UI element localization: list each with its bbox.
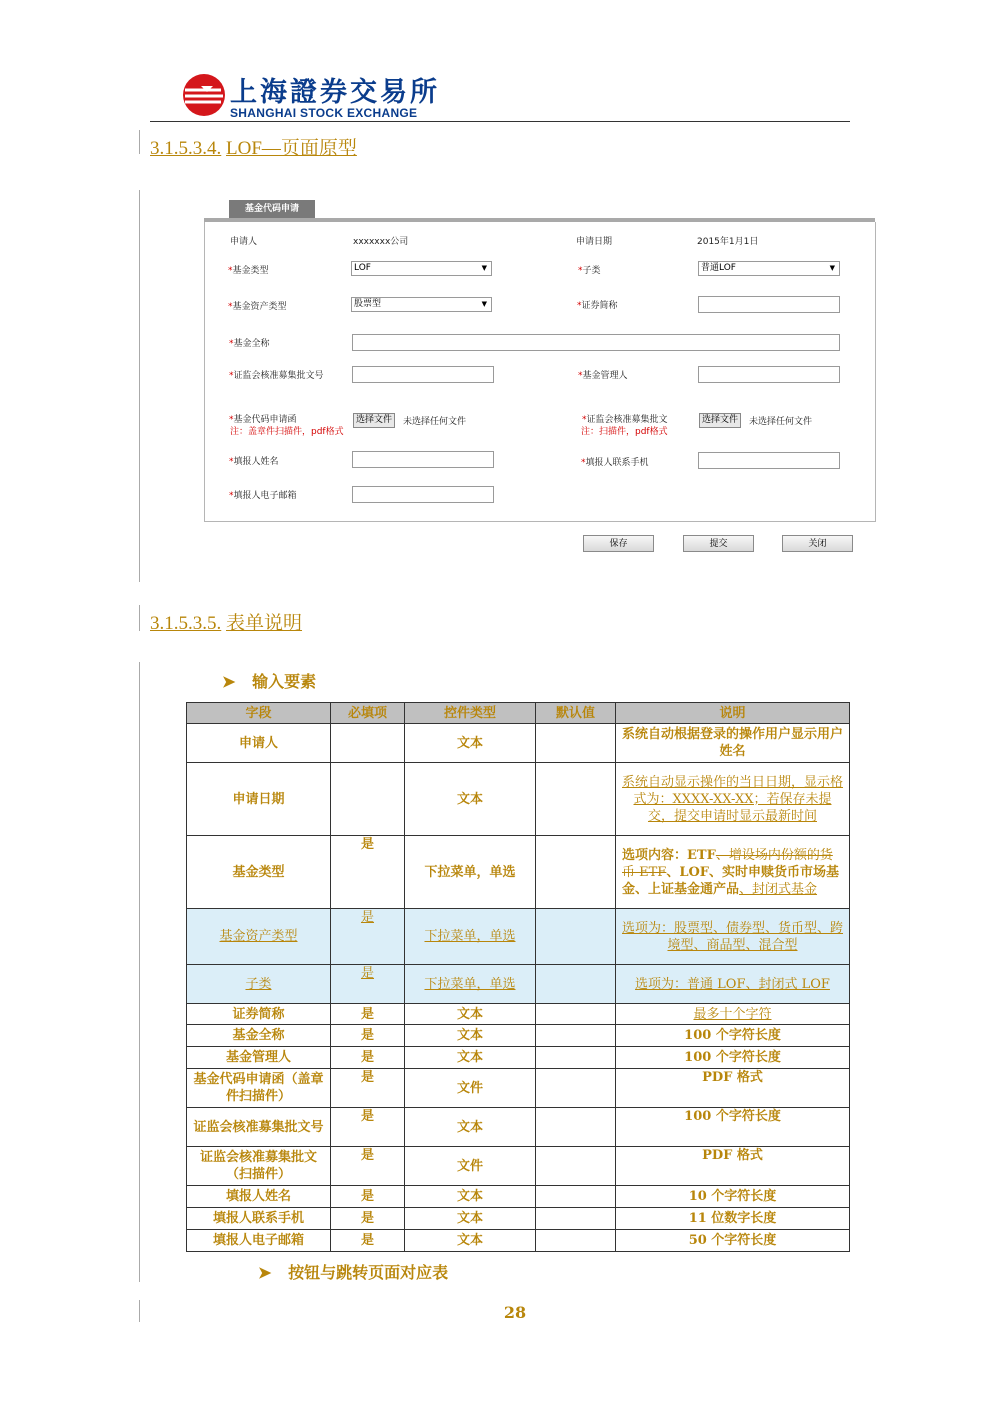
cell-field: 子类 <box>187 965 331 1004</box>
change-bar <box>139 190 140 582</box>
filler-phone-label: *填报人联系手机 <box>581 458 649 468</box>
cell-field: 基金类型 <box>187 836 331 909</box>
applicant-label: 申请人 <box>230 237 258 247</box>
input-elements-heading: ➤ 输入要素 <box>222 672 317 691</box>
short-name-label: *证券简称 <box>577 301 618 311</box>
csrc-doc-input[interactable] <box>352 366 494 383</box>
section-heading-prototype: 3.1.5.3.4. LOF—页面原型 <box>150 138 357 159</box>
cell-required: 是 <box>331 1230 405 1252</box>
cell-default <box>536 1147 616 1186</box>
section-heading-form-description: 3.1.5.3.5. 表单说明 <box>150 613 303 634</box>
cell-field: 基金全称 <box>187 1025 331 1047</box>
manager-input[interactable] <box>698 366 840 383</box>
cell-required: 是 <box>331 1108 405 1147</box>
cell-desc: 最多十个字符 <box>616 1004 850 1025</box>
cell-control: 文件 <box>405 1147 536 1186</box>
cell-required: 是 <box>331 1069 405 1108</box>
table-row <box>187 1069 850 1108</box>
cell-default <box>536 1230 616 1252</box>
cell-required: 是 <box>331 909 405 965</box>
arrow-bullet-icon: ➤ <box>222 672 236 691</box>
fund-type-select[interactable]: LOF ▼ <box>351 261 492 276</box>
header-divider <box>150 121 850 122</box>
cell-required: 是 <box>331 1147 405 1186</box>
close-button[interactable]: 关闭 <box>782 535 853 552</box>
cell-required: 是 <box>331 1208 405 1230</box>
code-letter-label: *基金代码申请函 <box>229 415 297 425</box>
cell-field: 填报人电子邮箱 <box>187 1230 331 1252</box>
page-number: 28 <box>503 1303 527 1322</box>
cell-default <box>536 724 616 763</box>
cell-control: 文本 <box>405 1186 536 1208</box>
table-row <box>187 1108 850 1147</box>
table-row <box>187 1047 850 1069</box>
cell-desc: 100 个字符长度 <box>616 1025 850 1047</box>
sse-logo-icon <box>181 72 229 118</box>
change-bar <box>139 605 140 631</box>
asset-type-label: *基金资产类型 <box>228 302 287 312</box>
tab-fund-code-application[interactable]: 基金代码申请 <box>229 200 315 218</box>
cell-default <box>536 909 616 965</box>
cell-field: 填报人联系手机 <box>187 1208 331 1230</box>
cell-desc: 100 个字符长度 <box>616 1108 850 1147</box>
column-header: 说明 <box>616 703 850 724</box>
cell-desc: 11 位数字长度 <box>616 1208 850 1230</box>
cell-field: 基金代码申请函（盖章件扫描件） <box>187 1069 331 1108</box>
cell-default <box>536 1047 616 1069</box>
cell-field: 申请人 <box>187 724 331 763</box>
table-row <box>187 1186 850 1208</box>
cell-desc: 选项为：股票型、债券型、货币型、跨境型、商品型、混合型 <box>616 909 850 965</box>
table-row <box>187 965 850 1004</box>
manager-label: *基金管理人 <box>578 371 628 381</box>
table-row <box>187 1147 850 1186</box>
logo-chinese-name: 上海證券交易所 <box>230 77 440 108</box>
code-letter-file-status: 未选择任何文件 <box>403 417 467 427</box>
csrc-doc-label: *证监会核准募集批文号 <box>229 371 324 381</box>
table-row <box>187 1004 850 1025</box>
table-row <box>187 1230 850 1252</box>
cell-field: 证监会核准募集批文号 <box>187 1108 331 1147</box>
logo-english-name: SHANGHAI STOCK EXCHANGE <box>230 106 418 120</box>
short-name-input[interactable] <box>698 296 840 313</box>
arrow-bullet-icon: ➤ <box>258 1263 272 1282</box>
chevron-down-icon: ▼ <box>481 264 487 272</box>
filler-email-label: *填报人电子邮箱 <box>229 491 297 501</box>
change-bar <box>139 662 140 1282</box>
cell-default <box>536 1208 616 1230</box>
cell-control: 文本 <box>405 1230 536 1252</box>
apply-date-label: 申请日期 <box>576 237 613 247</box>
cell-control: 文本 <box>405 724 536 763</box>
cell-required: 是 <box>331 1004 405 1025</box>
cell-control: 文本 <box>405 1108 536 1147</box>
cell-default <box>536 1025 616 1047</box>
subclass-select[interactable]: 普通LOF ▼ <box>698 261 840 276</box>
column-header: 控件类型 <box>405 703 536 724</box>
cell-default <box>536 836 616 909</box>
cell-desc: PDF 格式 <box>616 1069 850 1108</box>
cell-field: 基金资产类型 <box>187 909 331 965</box>
chevron-down-icon: ▼ <box>481 300 487 308</box>
cell-desc: 10 个字符长度 <box>616 1186 850 1208</box>
cell-required: 是 <box>331 1186 405 1208</box>
cell-required: 是 <box>331 1025 405 1047</box>
cell-required <box>331 763 405 836</box>
cell-desc: 系统自动根据登录的操作用户显示用户姓名 <box>616 724 850 763</box>
subclass-label: *子类 <box>578 266 601 276</box>
cell-control: 文本 <box>405 1208 536 1230</box>
cell-control: 下拉菜单，单选 <box>405 909 536 965</box>
cell-default <box>536 1108 616 1147</box>
cell-control: 文本 <box>405 1004 536 1025</box>
cell-desc: 系统自动显示操作的当日日期，显示格式为：XXXX-XX-XX；若保存未提交，提交申请时显示最新时间 <box>616 763 850 836</box>
submit-button[interactable]: 提交 <box>683 535 754 552</box>
chevron-down-icon: ▼ <box>829 264 835 272</box>
filler-name-label: *填报人姓名 <box>229 457 279 467</box>
cell-desc: 选项为：普通 LOF、封闭式 LOF <box>616 965 850 1004</box>
column-header: 默认值 <box>536 703 616 724</box>
cell-control: 文本 <box>405 1025 536 1047</box>
cell-field: 申请日期 <box>187 763 331 836</box>
table-header-row <box>187 703 850 724</box>
csrc-scan-file-status: 未选择任何文件 <box>749 417 813 427</box>
applicant-value: xxxxxxx公司 <box>353 237 409 247</box>
cell-default <box>536 1069 616 1108</box>
cell-control: 下拉菜单，单选 <box>405 965 536 1004</box>
full-name-input[interactable] <box>352 334 840 351</box>
cell-default <box>536 965 616 1004</box>
save-button[interactable]: 保存 <box>583 535 654 552</box>
csrc-scan-note: 注：扫描件，pdf格式 <box>581 427 668 437</box>
full-name-label: *基金全称 <box>229 339 270 349</box>
change-bar <box>139 130 140 154</box>
fund-type-label: *基金类型 <box>228 266 269 276</box>
cell-default <box>536 1004 616 1025</box>
cell-required: 是 <box>331 836 405 909</box>
csrc-scan-choose-file-button[interactable]: 选择文件 <box>699 413 741 428</box>
table-row <box>187 1025 850 1047</box>
cell-desc: PDF 格式 <box>616 1147 850 1186</box>
asset-type-select[interactable]: 股票型 ▼ <box>351 297 492 312</box>
cell-field: 基金管理人 <box>187 1047 331 1069</box>
table-row <box>187 724 850 763</box>
code-letter-choose-file-button[interactable]: 选择文件 <box>353 413 395 428</box>
change-bar <box>139 1300 140 1322</box>
cell-default <box>536 1186 616 1208</box>
form-spec-table <box>186 702 850 1252</box>
cell-field: 证券简称 <box>187 1004 331 1025</box>
cell-control: 下拉菜单，单选 <box>405 836 536 909</box>
filler-name-input[interactable] <box>352 451 494 468</box>
code-letter-note: 注：盖章件扫描件，pdf格式 <box>230 427 344 437</box>
column-header: 字段 <box>187 703 331 724</box>
apply-date-value: 2015年1月1日 <box>697 237 759 247</box>
cell-field: 证监会核准募集批文（扫描件） <box>187 1147 331 1186</box>
column-header: 必填项 <box>331 703 405 724</box>
cell-control: 文本 <box>405 1047 536 1069</box>
cell-required <box>331 724 405 763</box>
cell-desc: 100 个字符长度 <box>616 1047 850 1069</box>
cell-field: 填报人姓名 <box>187 1186 331 1208</box>
cell-control: 文本 <box>405 763 536 836</box>
cell-required: 是 <box>331 965 405 1004</box>
cell-default <box>536 763 616 836</box>
buttons-table-heading: ➤ 按钮与跳转页面对应表 <box>258 1263 449 1282</box>
csrc-scan-label: *证监会核准募集批文 <box>582 415 668 425</box>
cell-control: 文件 <box>405 1069 536 1108</box>
table-row <box>187 836 850 909</box>
filler-phone-input[interactable] <box>698 452 840 469</box>
cell-desc: 50 个字符长度 <box>616 1230 850 1252</box>
cell-desc: 选项内容：ETF、增设场内份额的货币 ETF、LOF、实时申赎货币市场基金、上证基金通产品、封闭式基金 <box>616 836 850 909</box>
filler-email-input[interactable] <box>352 486 494 503</box>
table-row <box>187 763 850 836</box>
cell-required: 是 <box>331 1047 405 1069</box>
table-row <box>187 1208 850 1230</box>
table-row <box>187 909 850 965</box>
